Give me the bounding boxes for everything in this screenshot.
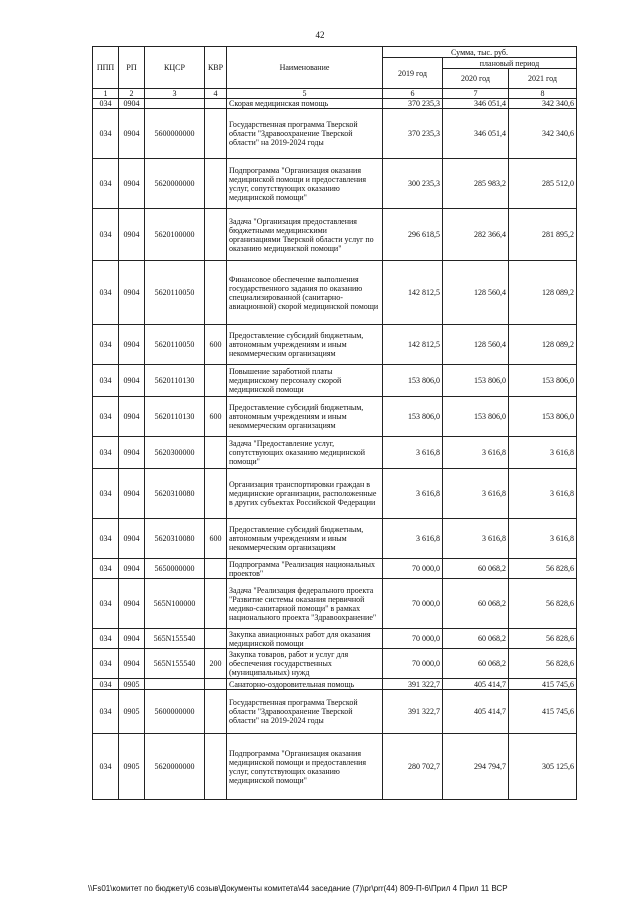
table-row (93, 734, 577, 800)
cell-kvr (205, 734, 227, 800)
cell-rp: 0904 (119, 365, 145, 397)
cell-rp: 0904 (119, 159, 145, 209)
column-index-row (93, 89, 577, 99)
cell-rp: 0904 (119, 209, 145, 261)
cell-2020: 282 366,4 (443, 209, 509, 261)
cell-ppp: 034 (93, 559, 119, 579)
cell-2021: 153 806,0 (509, 365, 577, 397)
cell-2019: 3 616,8 (383, 519, 443, 559)
cell-2020: 153 806,0 (443, 365, 509, 397)
cell-2020: 60 068,2 (443, 649, 509, 679)
cell-name: Финансовое обеспечение выполнения государственного задания по оказанию специализированной (санитарно-авиационной) скорой медицинской помощи (227, 261, 383, 325)
cell-kvr (205, 629, 227, 649)
table-row (93, 261, 577, 325)
budget-table (92, 46, 577, 800)
cell-ppp: 034 (93, 397, 119, 437)
cell-2020: 3 616,8 (443, 437, 509, 469)
cell-name: Санаторно-оздоровительная помощь (227, 679, 383, 690)
cell-ppp: 034 (93, 365, 119, 397)
cell-kcsr: 5620110130 (145, 365, 205, 397)
cell-rp: 0904 (119, 629, 145, 649)
cell-ppp: 034 (93, 261, 119, 325)
cell-name: Предоставление субсидий бюджетным, автономным учреждениям и иным некоммерческим организациям (227, 325, 383, 365)
cell-name: Задача "Реализация федерального проекта "Развитие системы оказания первичной медико-санитарной помощи" в рамках национального проекта "Здравоохранение" (227, 579, 383, 629)
cell-2020: 60 068,2 (443, 579, 509, 629)
cell-kcsr: 565N155540 (145, 629, 205, 649)
cell-name: Организация транспортировки граждан в медицинские организации, расположенные в других субъектах Российской Федерации (227, 469, 383, 519)
cell-name: Предоставление субсидий бюджетным, автономным учреждениям и иным некоммерческим организациям (227, 519, 383, 559)
cell-2019: 300 235,3 (383, 159, 443, 209)
file-path-footer: \\Fs01\комитет по бюджету\6 созыв\Документы комитета\44 заседание (7)\pr\prr(44) 809-П-6\Прил 4 Прил 11 ВСР (88, 884, 508, 893)
cell-kcsr: 5620310080 (145, 469, 205, 519)
cell-kcsr: 565N100000 (145, 579, 205, 629)
table-row (93, 397, 577, 437)
cell-2021: 305 125,6 (509, 734, 577, 800)
cell-rp: 0904 (119, 109, 145, 159)
cell-2020: 153 806,0 (443, 397, 509, 437)
cell-2019: 370 235,3 (383, 99, 443, 109)
header-year-2021: 2021 год (509, 69, 577, 89)
cell-2021: 342 340,6 (509, 109, 577, 159)
cell-kcsr (145, 99, 205, 109)
cell-ppp: 034 (93, 469, 119, 519)
header-plan-period: плановый период (443, 58, 577, 69)
cell-name: Подпрограмма "Организация оказания медицинской помощи и предоставления услуг, сопутствующих оказанию медицинской помощи" (227, 159, 383, 209)
cell-kcsr (145, 679, 205, 690)
cell-2020: 128 560,4 (443, 261, 509, 325)
cell-2020: 405 414,7 (443, 679, 509, 690)
cell-2020: 294 794,7 (443, 734, 509, 800)
cell-ppp: 034 (93, 109, 119, 159)
cell-kvr (205, 579, 227, 629)
cell-2019: 142 812,5 (383, 325, 443, 365)
cell-kvr (205, 559, 227, 579)
table-row (93, 690, 577, 734)
cell-ppp: 034 (93, 629, 119, 649)
cell-2019: 370 235,3 (383, 109, 443, 159)
table-row (93, 365, 577, 397)
cell-kcsr: 5650000000 (145, 559, 205, 579)
cell-2019: 153 806,0 (383, 397, 443, 437)
cell-2019: 280 702,7 (383, 734, 443, 800)
cell-2021: 56 828,6 (509, 629, 577, 649)
cell-2021: 128 089,2 (509, 325, 577, 365)
cell-name: Закупка товаров, работ и услуг для обеспечения государственных (муниципальных) нужд (227, 649, 383, 679)
cell-2020: 3 616,8 (443, 469, 509, 519)
cell-2021: 342 340,6 (509, 99, 577, 109)
cell-2019: 70 000,0 (383, 649, 443, 679)
cell-name: Предоставление субсидий бюджетным, автономным учреждениям и иным некоммерческим организациям (227, 397, 383, 437)
col-index: 7 (443, 89, 509, 99)
header-sum: Сумма, тыс. руб. (383, 47, 577, 58)
cell-ppp: 034 (93, 649, 119, 679)
col-index: 3 (145, 89, 205, 99)
table-row (93, 559, 577, 579)
cell-kcsr: 5620100000 (145, 209, 205, 261)
cell-2021: 128 089,2 (509, 261, 577, 325)
table-row (93, 649, 577, 679)
cell-kcsr: 5620110050 (145, 261, 205, 325)
cell-ppp: 034 (93, 99, 119, 109)
cell-2021: 415 745,6 (509, 690, 577, 734)
cell-2020: 3 616,8 (443, 519, 509, 559)
cell-ppp: 034 (93, 325, 119, 365)
cell-2021: 56 828,6 (509, 579, 577, 629)
cell-kvr: 600 (205, 325, 227, 365)
cell-2019: 3 616,8 (383, 469, 443, 519)
cell-kvr: 600 (205, 397, 227, 437)
cell-2021: 3 616,8 (509, 469, 577, 519)
cell-name: Подпрограмма "Организация оказания медицинской помощи и предоставления услуг, сопутствующих оказанию медицинской помощи" (227, 734, 383, 800)
cell-rp: 0904 (119, 559, 145, 579)
cell-rp: 0904 (119, 261, 145, 325)
cell-2021: 3 616,8 (509, 519, 577, 559)
cell-2020: 60 068,2 (443, 559, 509, 579)
cell-ppp: 034 (93, 734, 119, 800)
cell-kvr: 200 (205, 649, 227, 679)
cell-2020: 405 414,7 (443, 690, 509, 734)
cell-rp: 0905 (119, 679, 145, 690)
cell-2020: 346 051,4 (443, 109, 509, 159)
cell-name: Задача "Организация предоставления бюджетными медицинскими организациями Тверской области услуг по оказанию медицинской помощи" (227, 209, 383, 261)
cell-kcsr: 5620000000 (145, 734, 205, 800)
cell-name: Задача "Предоставление услуг, сопутствующих оказанию медицинской помощи" (227, 437, 383, 469)
cell-kvr (205, 209, 227, 261)
cell-ppp: 034 (93, 690, 119, 734)
cell-name: Государственная программа Тверской области "Здравоохранение Тверской области" на 2019-2024 годы (227, 109, 383, 159)
cell-2019: 70 000,0 (383, 579, 443, 629)
cell-rp: 0904 (119, 649, 145, 679)
header-rp: РП (119, 47, 145, 89)
cell-2020: 60 068,2 (443, 629, 509, 649)
cell-name: Повышение заработной платы медицинскому персоналу скорой медицинской помощи (227, 365, 383, 397)
cell-rp: 0904 (119, 437, 145, 469)
cell-kcsr: 5620310080 (145, 519, 205, 559)
cell-ppp: 034 (93, 679, 119, 690)
cell-ppp: 034 (93, 579, 119, 629)
cell-rp: 0904 (119, 325, 145, 365)
cell-rp: 0904 (119, 519, 145, 559)
header-kcsr: КЦСР (145, 47, 205, 89)
cell-kcsr: 5620000000 (145, 159, 205, 209)
table-row (93, 159, 577, 209)
col-index: 5 (227, 89, 383, 99)
cell-2020: 128 560,4 (443, 325, 509, 365)
table-row (93, 109, 577, 159)
col-index: 8 (509, 89, 577, 99)
header-year-2019: 2019 год (383, 58, 443, 89)
cell-name: Закупка авиационных работ для оказания медицинской помощи (227, 629, 383, 649)
col-index: 1 (93, 89, 119, 99)
cell-name: Скорая медицинская помощь (227, 99, 383, 109)
cell-2021: 56 828,6 (509, 559, 577, 579)
cell-kvr (205, 365, 227, 397)
cell-kcsr: 5620300000 (145, 437, 205, 469)
header-year-2020: 2020 год (443, 69, 509, 89)
table-row (93, 679, 577, 690)
cell-2019: 70 000,0 (383, 629, 443, 649)
cell-kvr (205, 690, 227, 734)
table-row (93, 209, 577, 261)
cell-2021: 285 512,0 (509, 159, 577, 209)
cell-rp: 0904 (119, 397, 145, 437)
cell-2019: 153 806,0 (383, 365, 443, 397)
cell-kvr (205, 469, 227, 519)
table-row (93, 437, 577, 469)
table-row (93, 629, 577, 649)
cell-2021: 415 745,6 (509, 679, 577, 690)
cell-ppp: 034 (93, 519, 119, 559)
cell-ppp: 034 (93, 209, 119, 261)
col-index: 2 (119, 89, 145, 99)
page-number: 42 (315, 30, 325, 40)
cell-2021: 56 828,6 (509, 649, 577, 679)
header-ppp: ППП (93, 47, 119, 89)
cell-2021: 3 616,8 (509, 437, 577, 469)
header-kvr: КВР (205, 47, 227, 89)
cell-2019: 142 812,5 (383, 261, 443, 325)
cell-2021: 153 806,0 (509, 397, 577, 437)
cell-kvr (205, 679, 227, 690)
cell-kvr (205, 261, 227, 325)
cell-2020: 285 983,2 (443, 159, 509, 209)
table-row (93, 579, 577, 629)
cell-rp: 0904 (119, 469, 145, 519)
cell-kcsr: 5620110130 (145, 397, 205, 437)
cell-2019: 70 000,0 (383, 559, 443, 579)
col-index: 4 (205, 89, 227, 99)
cell-rp: 0905 (119, 734, 145, 800)
table-row (93, 519, 577, 559)
cell-rp: 0905 (119, 690, 145, 734)
cell-name: Государственная программа Тверской области "Здравоохранение Тверской области" на 2019-2024 годы (227, 690, 383, 734)
cell-2019: 391 322,7 (383, 690, 443, 734)
cell-kvr (205, 99, 227, 109)
cell-kcsr: 5620110050 (145, 325, 205, 365)
cell-2019: 3 616,8 (383, 437, 443, 469)
cell-name: Подпрограмма "Реализация национальных проектов" (227, 559, 383, 579)
cell-2019: 296 618,5 (383, 209, 443, 261)
cell-kvr (205, 159, 227, 209)
table-row (93, 99, 577, 109)
col-index: 6 (383, 89, 443, 99)
cell-rp: 0904 (119, 99, 145, 109)
cell-kcsr: 5600000000 (145, 109, 205, 159)
header-name: Наименование (227, 47, 383, 89)
cell-ppp: 034 (93, 159, 119, 209)
cell-2020: 346 051,4 (443, 99, 509, 109)
cell-kvr (205, 437, 227, 469)
cell-kvr (205, 109, 227, 159)
cell-2021: 281 895,2 (509, 209, 577, 261)
cell-kcsr: 5600000000 (145, 690, 205, 734)
cell-ppp: 034 (93, 437, 119, 469)
cell-kvr: 600 (205, 519, 227, 559)
cell-2019: 391 322,7 (383, 679, 443, 690)
cell-kcsr: 565N155540 (145, 649, 205, 679)
table-row (93, 325, 577, 365)
cell-rp: 0904 (119, 579, 145, 629)
table-row (93, 469, 577, 519)
